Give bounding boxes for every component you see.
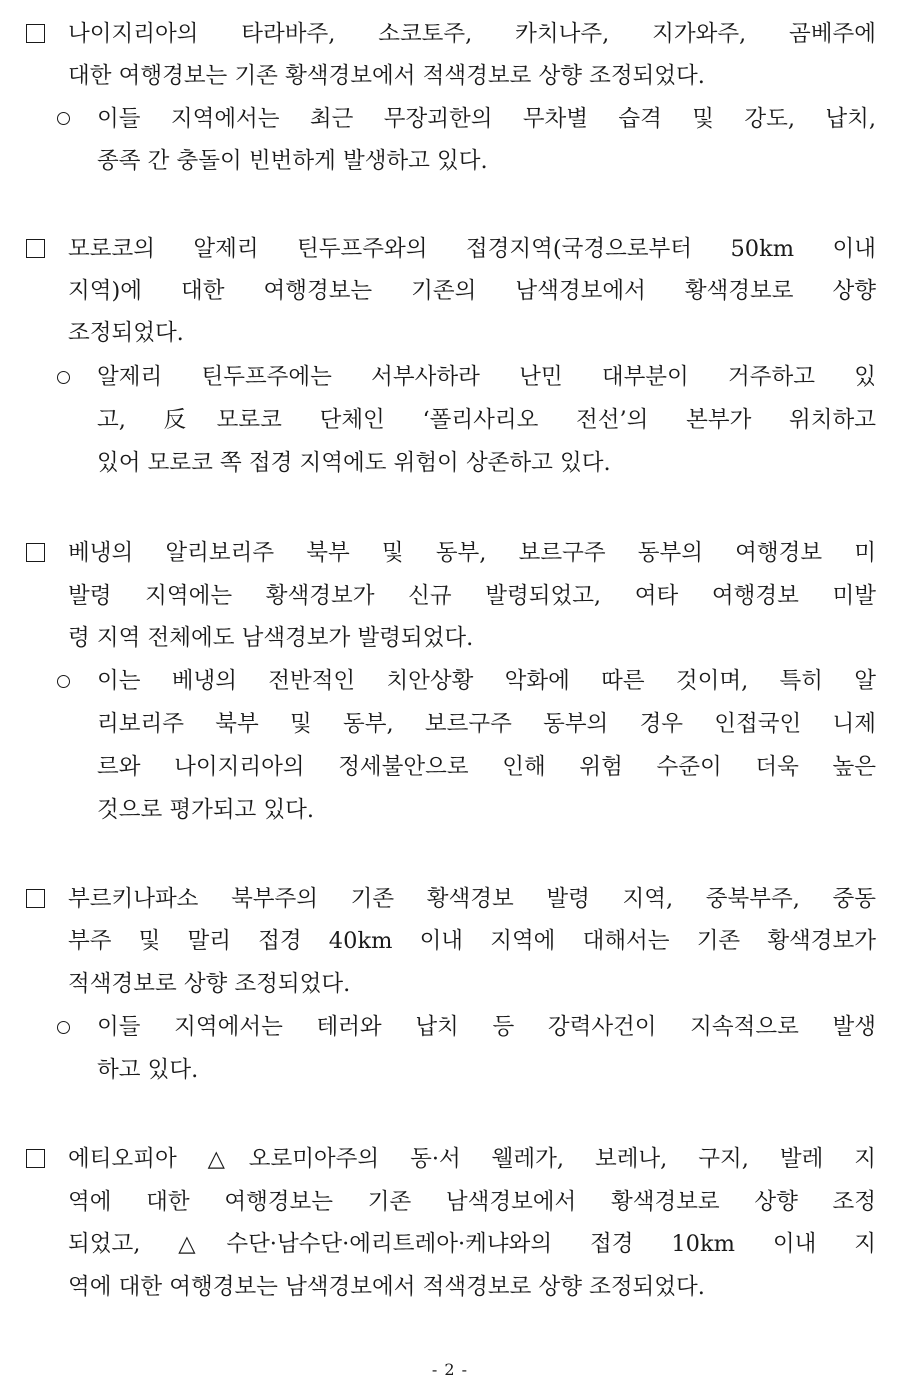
sub-paragraph-line: 리보리주 북부 및 동부, 보르구주 동부의 경우 인접국인 니제 [97,711,876,737]
sub-paragraph-line: 종족 간 충돌이 빈번하게 발생하고 있다. [97,148,488,174]
square-bullet-icon [26,1149,45,1168]
sub-paragraph-line: 알제리 틴두프주에는 서부사하라 난민 대부분이 거주하고 있 [97,364,876,390]
paragraph-line: 부르키나파소 북부주의 기존 황색경보 발령 지역, 중북부주, 중동 [68,886,876,912]
paragraph-line: 부주 및 말리 접경 40km 이내 지역에 대해서는 기존 황색경보가 [68,928,876,954]
sub-paragraph-line: 하고 있다. [97,1057,199,1083]
sub-paragraph-line: 있어 모로코 쪽 접경 지역에도 위험이 상존하고 있다. [97,450,611,476]
paragraph-line: 령 지역 전체에도 남색경보가 발령되었다. [68,625,474,651]
paragraph-line: 조정되었다. [68,320,184,346]
paragraph-line: 나이지리아의 타라바주, 소코토주, 카치나주, 지가와주, 곰베주에 [68,21,876,47]
sub-paragraph-line: 이들 지역에서는 테러와 납치 등 강력사건이 지속적으로 발생 [97,1014,876,1040]
paragraph-line: 되었고, △수단·남수단·에리트레아·케냐와의 접경 10km 이내 지 [68,1231,876,1257]
paragraph-line: 발령 지역에는 황색경보가 신규 발령되었고, 여타 여행경보 미발 [68,583,876,609]
paragraph-line: 지역)에 대한 여행경보는 기존의 남색경보에서 황색경보로 상향 [68,278,876,304]
paragraph-line: 모로코의 알제리 틴두프주와의 접경지역(국경으로부터 50km 이내 [68,236,876,262]
paragraph-line: 역에 대한 여행경보는 기존 남색경보에서 황색경보로 상향 조정 [68,1189,876,1215]
circle-bullet-icon [57,1021,70,1034]
paragraph-line: 대한 여행경보는 기존 황색경보에서 적색경보로 상향 조정되었다. [68,63,705,89]
paragraph-line: 에티오피아 △오로미아주의 동·서 웰레가, 보레나, 구지, 발레 지 [68,1146,876,1172]
paragraph-line: 베냉의 알리보리주 북부 및 동부, 보르구주 동부의 여행경보 미 [68,540,876,566]
square-bullet-icon [26,889,45,908]
sub-paragraph-line: 르와 나이지리아의 정세불안으로 인해 위험 수준이 더욱 높은 [97,754,876,780]
square-bullet-icon [26,24,45,43]
circle-bullet-icon [57,112,70,125]
sub-paragraph-line: 것으로 평가되고 있다. [97,797,315,823]
square-bullet-icon [26,239,45,258]
circle-bullet-icon [57,675,70,688]
sub-paragraph-line: 이들 지역에서는 최근 무장괴한의 무차별 습격 및 강도, 납치, [97,106,876,132]
square-bullet-icon [26,543,45,562]
sub-paragraph-line: 고, 反모로코 단체인 ‘폴리사리오 전선’의 본부가 위치하고 [97,407,876,433]
circle-bullet-icon [57,371,70,384]
sub-paragraph-line: 이는 베냉의 전반적인 치안상황 악화에 따른 것이며, 특히 알 [97,668,876,694]
paragraph-line: 적색경보로 상향 조정되었다. [68,971,351,997]
page-number: - 2 - [431,1360,469,1379]
paragraph-line: 역에 대한 여행경보는 남색경보에서 적색경보로 상향 조정되었다. [68,1274,705,1300]
